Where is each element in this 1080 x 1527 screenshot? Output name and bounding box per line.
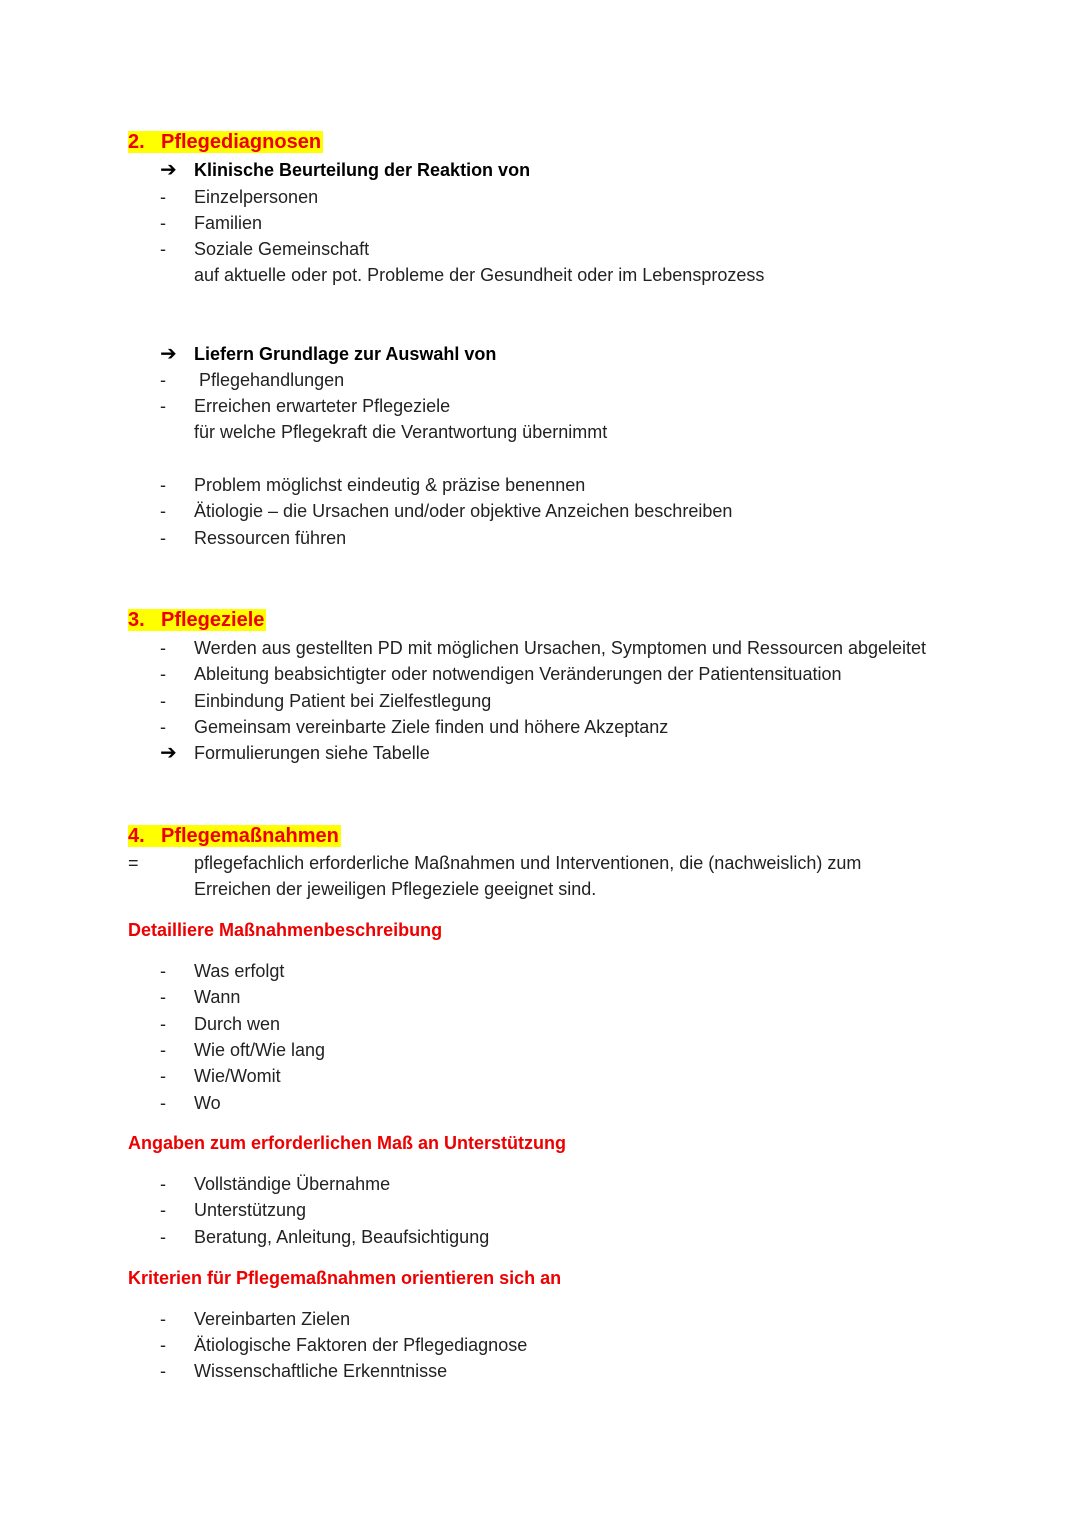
arrow-right-icon: ➔ — [160, 343, 177, 365]
continuation-text: für welche Pflegekraft die Verantwortung übernimmt — [194, 422, 608, 442]
dash-bullet: - — [160, 717, 166, 737]
dash-bullet: - — [160, 1014, 166, 1034]
dash-bullet: - — [160, 1361, 166, 1381]
dash-bullet: - — [160, 1174, 166, 1194]
dash-bullet: - — [160, 1040, 166, 1060]
section-4-heading — [128, 824, 341, 848]
dash-bullet: - — [160, 370, 166, 390]
subsection-1-title: Detailliere Maßnahmenbeschreibung — [128, 920, 443, 940]
section-2-heading — [128, 130, 323, 154]
dash-bullet: - — [160, 1335, 166, 1355]
subsection-3-title: Kriterien für Pflegemaßnahmen orientieren sich an — [128, 1268, 562, 1288]
section-3-heading — [128, 608, 266, 632]
document-page: 2. Pflegediagnosen ➔ Klinische Beurteilung der Reaktion von - Einzelpersonen - Familien - Soziale Gemeinschaft auf aktuelle oder pot. Probleme der Gesundheit oder im Lebensprozess ➔ Liefern Grundlage zur Auswahl von - Pflegehandlungen - Erreichen erwarteter Pflegeziele für welche Pflegekraft die Verantwortung übernimmt - Problem möglichst eindeutig & präzise benennen - Ätiologie – die Ursachen und/oder objektive Anzeichen beschreiben - Ressourcen führen 3. Pflegeziele - Werden aus gestellten PD mit möglichen Ursachen, Symptomen und Ressourcen abgeleitet - Ableitung beabsichtigter oder notwendigen Veränderungen der Patientensituation - Einbindung Patient bei Zielfestlegung - Gemeinsam vereinbarte Ziele finden und höhere Akzeptanz ➔ Formulierungen siehe Tabelle 4. Pflegemaßnahmen = pflegefachlich erforderliche Maßnahmen und Interventionen, die (nachweislich) zum Erreichen der jeweiligen Pflegeziele geeignet sind. Detailliere Maßnahmenbeschreibung - Was erfolgt - Wann - Durch wen - Wie oft/Wie lang - Wie/Womit - Wo Angaben zum erforderlichen Maß an Unterstützung - Vollständige Übernahme - Unterstützung - Beratung, Anleitung, Beaufsichtigung Kriterien für Pflegemaßnahmen orientieren sich an - Vereinbarten Zielen - Ätiologische Faktoren der Pflegediagnose - Wissenschaftliche Erkenntnisse — [128, 131, 927, 1381]
dash-bullet: - — [160, 961, 166, 981]
section-3-number: 3. — [128, 609, 145, 631]
arrow-right-icon: ➔ — [160, 742, 177, 764]
section-4-title: Pflegemaßnahmen — [161, 825, 339, 847]
section-2-number: 2. — [128, 131, 145, 153]
dash-bullet: - — [160, 213, 166, 233]
dash-bullet: - — [160, 528, 166, 548]
dash-bullet: - — [160, 396, 166, 416]
subsection-2-title: Angaben zum erforderlichen Maß an Unterstützung — [128, 1133, 567, 1153]
dash-bullet: - — [160, 987, 166, 1007]
dash-bullet: - — [160, 1200, 166, 1220]
section-3-title: Pflegeziele — [161, 609, 265, 631]
dash-bullet: - — [160, 1227, 166, 1247]
lead-text: Klinische Beurteilung der Reaktion von — [194, 160, 531, 180]
dash-bullet: - — [160, 1066, 166, 1086]
dash-bullet: - — [160, 475, 166, 495]
definition-continuation: Erreichen der jeweiligen Pflegeziele geeignet sind. — [194, 879, 597, 899]
dash-bullet: - — [160, 638, 166, 658]
dash-bullet: - — [160, 691, 166, 711]
dash-bullet: - — [160, 664, 166, 684]
equals-sign: = — [128, 853, 139, 873]
dash-bullet: - — [160, 1093, 166, 1113]
dash-bullet: - — [160, 239, 166, 259]
dash-bullet: - — [160, 187, 166, 207]
lead-text: Liefern Grundlage zur Auswahl von — [194, 344, 497, 364]
section-2-title: Pflegediagnosen — [161, 131, 322, 153]
arrow-right-icon: ➔ — [160, 159, 177, 181]
continuation-text: auf aktuelle oder pot. Probleme der Gesundheit oder im Lebensprozess — [194, 265, 765, 285]
section-4-number: 4. — [128, 825, 145, 847]
dash-bullet: - — [160, 1309, 166, 1329]
dash-bullet: - — [160, 501, 166, 521]
